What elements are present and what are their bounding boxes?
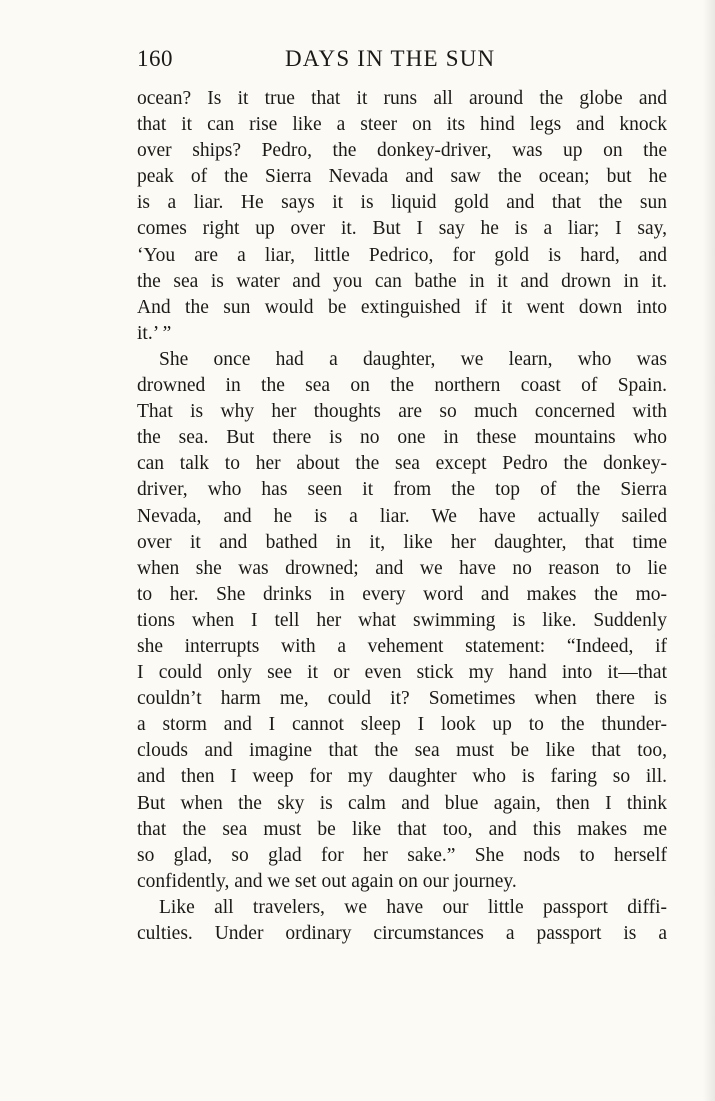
text-line: that the sea must be like that too, and this makes me: [137, 818, 667, 840]
text-line: she interrupts with a vehement statement: “Indeed, if: [137, 635, 667, 657]
text-line: a storm and I cannot sleep I look up to the thunder-: [137, 714, 667, 736]
text-line: I could only see it or even stick my hand into it—that: [137, 662, 667, 684]
text-line: ocean? Is it true that it runs all around the globe and: [137, 88, 667, 109]
text-line: and then I weep for my daughter who is faring so ill.: [137, 766, 667, 788]
text-line: couldn’t harm me, could it? Sometimes when there is: [137, 688, 667, 710]
text-line: comes right up over it. But I say he is a liar; I say,: [137, 218, 667, 240]
text-line: drowned in the sea on the northern coast of Spain.: [137, 375, 667, 397]
text-line: is a liar. He says it is liquid gold and that the sun: [137, 192, 667, 214]
text-line: She once had a daughter, we learn, who was: [159, 348, 667, 370]
text-line: And the sun would be extinguished if it went down into: [137, 296, 667, 318]
text-line: clouds and imagine that the sea must be like that too,: [137, 740, 667, 762]
running-head: DAYS IN THE SUN: [285, 46, 496, 71]
text-line: culties. Under ordinary circumstances a passport is a: [137, 923, 667, 944]
text-line: when she was drowned; and we have no reason to lie: [137, 557, 667, 579]
text-line: that it can rise like a steer on its hind legs and knock: [137, 114, 667, 136]
text-line: the sea is water and you can bathe in it and drown in it.: [137, 270, 667, 292]
text-line: over it and bathed in it, like her daughter, that time: [137, 531, 667, 553]
text-line: over ships? Pedro, the donkey-driver, was up on the: [137, 140, 667, 162]
text-line: so glad, so glad for her sake.” She nods to herself: [137, 844, 667, 866]
text-line: to her. She drinks in every word and makes the mo-: [137, 583, 667, 605]
text-line: Nevada, and he is a liar. We have actually sailed: [137, 505, 667, 527]
text-line: ‘You are a liar, little Pedrico, for gold is hard, and: [137, 244, 667, 266]
text-line: confidently, and we set out again on our journey.: [137, 870, 517, 892]
body-text: [137, 86, 667, 947]
page-gutter-shadow: [703, 0, 715, 1101]
page-header: [137, 46, 667, 76]
page-number: 160: [137, 46, 173, 71]
text-line: driver, who has seen it from the top of the Sierra: [137, 479, 667, 501]
text-line: But when the sky is calm and blue again, then I think: [137, 792, 667, 814]
text-line: can talk to her about the sea except Pedro the donkey-: [137, 453, 667, 475]
text-line: Like all travelers, we have our little passport diffi-: [159, 896, 667, 918]
text-line: tions when I tell her what swimming is like. Suddenly: [137, 609, 667, 631]
text-line: That is why her thoughts are so much concerned with: [137, 401, 667, 423]
text-line: peak of the Sierra Nevada and saw the ocean; but he: [137, 166, 667, 188]
text-line: the sea. But there is no one in these mountains who: [137, 427, 667, 449]
text-line: it.’ ”: [137, 322, 172, 344]
